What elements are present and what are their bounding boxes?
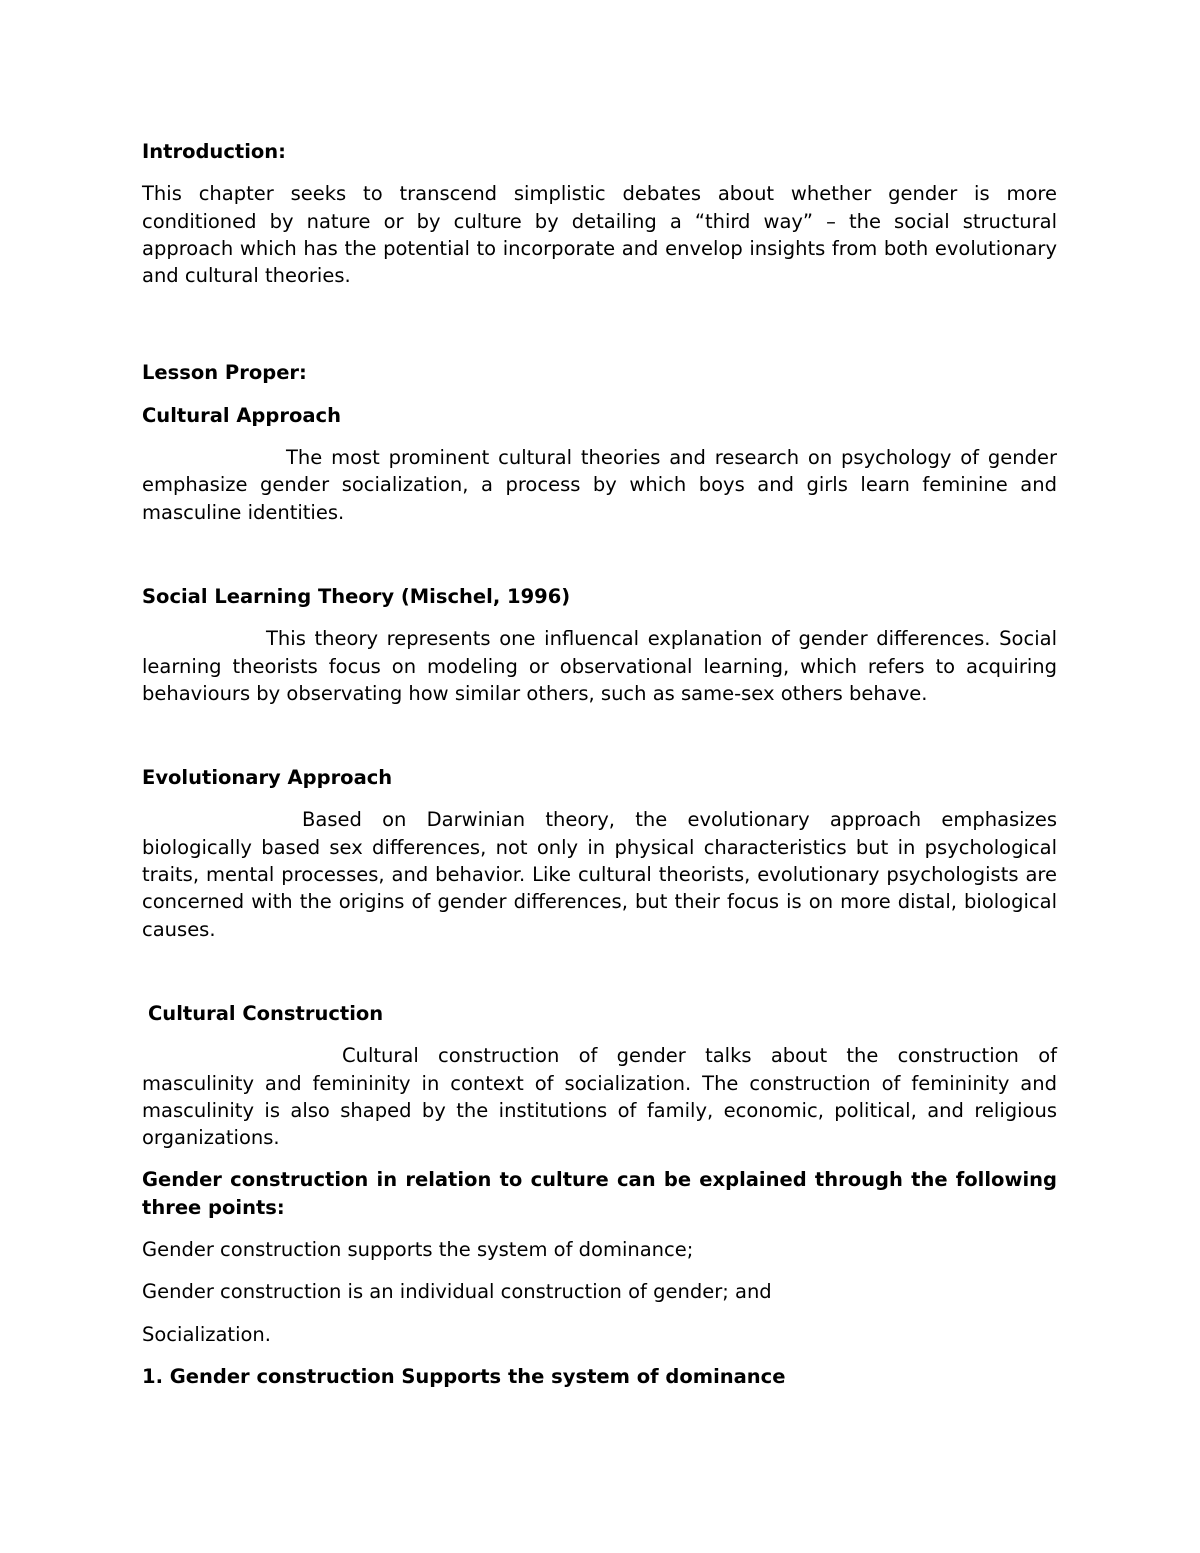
point-one-heading: 1. Gender construction Supports the system of dominance — [142, 1364, 786, 1388]
point-item: Socialization. — [142, 1322, 271, 1346]
three-points-intro: Gender construction in relation to culture can be explained through the following three points: — [142, 1168, 1057, 1219]
cultural-approach-body: The most prominent cultural theories and research on psychology of gender emphasize gender socialization, a process by which boys and girls learn feminine and masculine identities. — [142, 446, 1057, 524]
point-item: Gender construction supports the system of dominance; — [142, 1238, 694, 1262]
cultural-construction-heading: Cultural Construction — [148, 1001, 384, 1025]
evolutionary-body: Based on Darwinian theory, the evolutionary approach emphasizes biologically based sex differences, not only in physical characteristics but in psychological traits, mental processes, and behavior. Like cultural theorists, evolutionary psychologists are concerned with the origins of gender differences, but their focus is on more distal, biological causes. — [142, 808, 1057, 941]
cultural-approach-heading: Cultural Approach — [142, 403, 341, 427]
social-learning-heading: Social Learning Theory (Mischel, 1996) — [142, 584, 571, 608]
point-item: Gender construction is an individual construction of gender; and — [142, 1280, 772, 1304]
document-page — [142, 138, 1057, 1390]
social-learning-body: This theory represents one influencal explanation of gender differences. Social learning theorists focus on modeling or observational learning, which refers to acquiring behaviours by observating how similar others, such as same-sex others behave. — [142, 627, 1057, 705]
lesson-proper-heading: Lesson Proper: — [142, 361, 307, 385]
introduction-body: This chapter seeks to transcend simplistic debates about whether gender is more conditioned by nature or by culture by detailing a “third way” – the social structural approach which has the potential to incorporate and envelop insights from both evolutionary and cultural theories. — [142, 182, 1057, 288]
introduction-heading: Introduction: — [142, 140, 286, 163]
evolutionary-heading: Evolutionary Approach — [142, 766, 393, 790]
cultural-construction-body: Cultural construction of gender talks about the construction of masculinity and femininity in context of socialization. The construction of femininity and masculinity is also shaped by the institutions of family, economic, political, and religious organizations. — [142, 1044, 1057, 1150]
